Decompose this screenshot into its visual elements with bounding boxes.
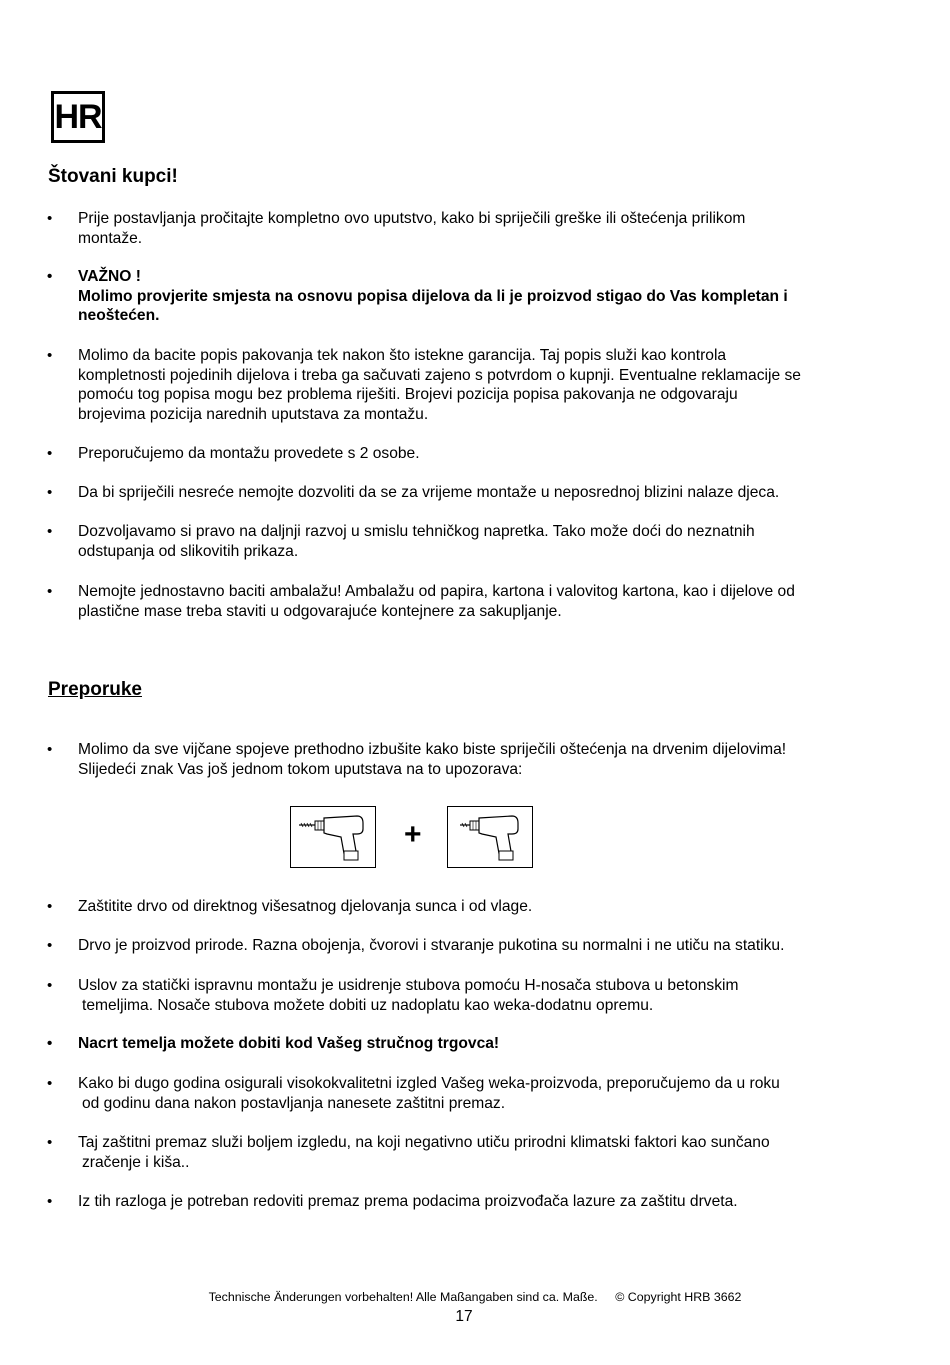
drill-with-short-bit-icon [447,806,533,868]
list-item-line: pomoću tog popisa mogu bez problema riješiti. Brojevi pozicija popisa pakovanja ne odgovaraju [78,386,738,403]
section-title-dear-customers: Štovani kupci! [48,166,178,187]
list-item-line: • Molimo da bacite popis pakovanja tek nakon što istekne garancija. Taj popis služi kao kontrola [78,347,727,364]
list-item-line: montaže. [78,229,143,247]
list-item [78,936,855,956]
list-item-line: • Nemojte jednostavno baciti ambalažu! Ambalažu od papira, kartona i valovitog kartona, kao i dijelove od [78,583,795,600]
footer-note [0,1290,950,1304]
list-item-line: • Kako bi dugo godina osigurali visokokvalitetni izgled Vašeg weka-proizvoda, preporučujemo da u roku [78,1075,780,1092]
list-item-line: • Prije postavljanja pročitajte kompletno ovo uputstvo, kako bi spriječili greške ili oštećenja prilikom [78,210,746,227]
list-item [78,209,855,248]
list-item-important [78,1034,855,1054]
list-item-line: • Da bi spriječili nesreće nemojte dozvoliti da se za vrijeme montaže u neposrednoj blizini nalaze djeca. [78,484,780,501]
list-item-line: brojevima pozicija narednih uputstava za montažu. [78,405,429,423]
list-item [78,1133,855,1172]
list-item-line: • Nacrt temelja možete dobiti kod Vašeg stručnog trgovca! [78,1035,500,1052]
list-item [78,483,855,503]
list-item-line: plastične mase treba staviti u odgovarajuće kontejnere za sakupljanje. [78,602,562,620]
language-code-box: HR [51,91,105,143]
list-item [78,1192,855,1212]
important-label: • VAŽNO ! [78,268,141,285]
footer-disclaimer: Technische Änderungen vorbehalten! Alle Maßangaben sind ca. Maße. [208,1290,598,1304]
drill-with-long-bit-icon [290,806,376,868]
list-item-line: • Drvo je proizvod prirode. Razna obojenja, čvorovi i stvaranje pukotina su normalni i ne utiču na statiku. [78,937,785,954]
list-item [78,1074,855,1113]
list-item-line: neoštećen. [78,307,160,324]
section-title-recommendations: Preporuke [48,679,142,700]
list-item-line: • Zaštitite drvo od direktnog višesatnog djelovanja sunca i od vlage. [78,898,533,915]
list-item [78,444,855,464]
list-item-line: • Dozvoljavamo si pravo na daljnji razvoj u smislu tehničkog napretka. Tako može doći do neznatnih [78,523,755,540]
list-item-line: • Molimo da sve vijčane spojeve prethodno izbušite kako biste spriječili oštećenja na drvenim dijelovima! [78,741,787,758]
list-item [78,582,855,621]
list-item [78,346,855,424]
list-item-line: zračenje i kiša.. [82,1153,190,1171]
list-item-line: • Uslov za statički ispravnu montažu je usidrenje stubova pomoću H-nosača stubova u betonskim [78,977,739,994]
list-item-line: temeljima. Nosače stubova možete dobiti uz nadoplatu kao weka-dodatnu opremu. [82,996,654,1014]
list-item [78,522,855,561]
list-item-line: odstupanja od slikovitih prikaza. [78,542,299,560]
list-item-line: od godinu dana nakon postavljanja nanesete zaštitni premaz. [82,1094,506,1112]
footer-copyright: © Copyright HRB 3662 [615,1290,742,1304]
list-item-line: • Iz tih razloga je potreban redoviti premaz prema podacima proizvođača lazure za zaštitu drveta. [78,1193,738,1210]
list-item [78,740,855,779]
list-item-line: • Preporučujemo da montažu provedete s 2 osobe. [78,445,420,462]
list-item-line: kompletnosti pojedinih dijelova i treba ga sačuvati zajeno s potvrdom o kupnji. Eventualne reklamacije se [78,366,801,384]
plus-sign: + [404,818,422,851]
list-item-line: Slijedeći znak Vas još jednom tokom uputstava na to upozorava: [78,760,523,778]
list-item [78,976,855,1015]
list-item-line: • Taj zaštitni premaz služi boljem izgledu, na koji negativno utiču prirodni klimatski faktori kao sunčano [78,1134,770,1151]
list-item-line: Molimo provjerite smjesta na osnovu popisa dijelova da li je proizvod stigao do Vas kompletan i [78,287,788,305]
page-number: 17 [455,1308,473,1325]
list-item-important [78,267,855,326]
list-item [78,897,855,917]
drill-symbols [290,806,534,869]
